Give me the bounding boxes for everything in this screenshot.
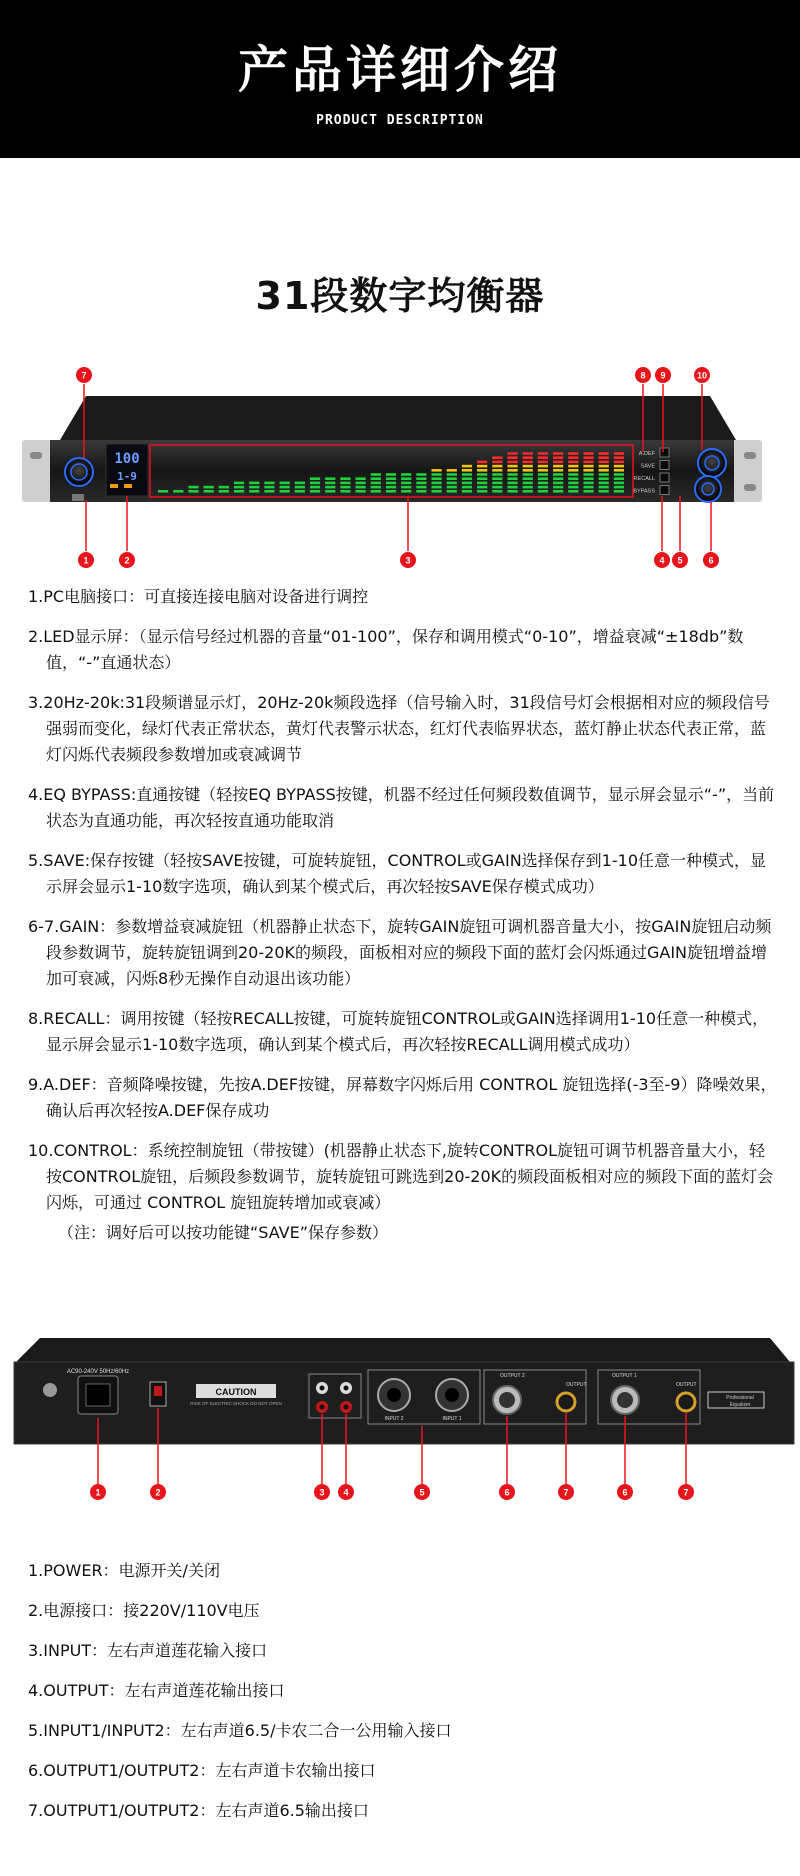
spectrum-segment — [371, 490, 381, 493]
spectrum-segment — [492, 482, 502, 485]
spectrum-segment — [583, 482, 593, 485]
spectrum-segment — [431, 482, 441, 485]
svg-text:INPUT 2: INPUT 2 — [384, 1416, 404, 1422]
panel-button — [660, 473, 669, 482]
spectrum-segment — [507, 473, 517, 476]
usb-port-icon — [72, 494, 84, 501]
spectrum-segment — [599, 482, 609, 485]
spectrum-segment — [614, 469, 624, 472]
spectrum-segment — [477, 469, 487, 472]
svg-text:INPUT 1: INPUT 1 — [442, 1416, 462, 1422]
spectrum-segment — [356, 486, 366, 489]
spectrum-segment — [507, 477, 517, 480]
spectrum-segment — [523, 461, 533, 464]
spectrum-segment — [340, 482, 350, 485]
gain-knob-right — [695, 476, 721, 502]
spectrum-segment — [583, 473, 593, 476]
feature-note: （注：调好后可以按功能键“SAVE”保存参数） — [58, 1223, 389, 1242]
spectrum-segment — [158, 490, 168, 493]
spectrum-segment — [538, 452, 548, 455]
rear-panel-image — [0, 1310, 800, 1530]
spectrum-segment — [599, 486, 609, 489]
spectrum-segment — [538, 486, 548, 489]
spectrum-segment — [538, 461, 548, 464]
spectrum-segment — [599, 456, 609, 459]
svg-text:Equalizer: Equalizer — [729, 1402, 751, 1408]
spectrum-segment — [280, 486, 290, 489]
callout-number: 3 — [319, 1487, 325, 1498]
spectrum-segment — [599, 477, 609, 480]
spectrum-segment — [462, 490, 472, 493]
callout-number: 5 — [677, 555, 683, 566]
feature-item: 9.A.DEF：音频降噪按键，先按A.DEF按键，屏幕数字闪烁后用 CONTROL 旋钮选择(-3至-9）降噪效果，确认后再次轻按A.DEF保存成功 — [28, 1075, 777, 1120]
spectrum-segment — [401, 477, 411, 480]
callout-number: 9 — [660, 370, 666, 381]
spectrum-segment — [249, 486, 259, 489]
spectrum-segment — [219, 486, 229, 489]
spectrum-segment — [568, 490, 578, 493]
display-value: 100 — [114, 451, 140, 467]
spectrum-segment — [416, 477, 426, 480]
spectrum-segment — [386, 482, 396, 485]
spectrum-segment — [401, 490, 411, 493]
spectrum-segment — [386, 473, 396, 476]
spectrum-segment — [325, 490, 335, 493]
spectrum-segment — [492, 486, 502, 489]
spectrum-segment — [583, 469, 593, 472]
callout-number: 1 — [95, 1487, 101, 1498]
callout-number: 7 — [81, 370, 87, 381]
spectrum-segment — [462, 477, 472, 480]
spectrum-segment — [553, 486, 563, 489]
spectrum-segment — [599, 465, 609, 468]
spectrum-segment — [477, 461, 487, 464]
jack-output-2 — [557, 1393, 575, 1411]
spectrum-segment — [538, 469, 548, 472]
spectrum-segment — [523, 456, 533, 459]
spectrum-segment — [462, 469, 472, 472]
spectrum-segment — [477, 465, 487, 468]
spectrum-segment — [507, 456, 517, 459]
spectrum-segment — [492, 469, 502, 472]
spectrum-segment — [568, 482, 578, 485]
page-title: 产品详细介绍 — [238, 41, 562, 99]
rear-port-item: 1.POWER：电源开关/关闭 — [28, 1561, 220, 1580]
spectrum-segment — [583, 477, 593, 480]
spectrum-segment — [492, 490, 502, 493]
spectrum-segment — [462, 486, 472, 489]
spectrum-segment — [447, 469, 457, 472]
spectrum-segment — [538, 473, 548, 476]
spectrum-segment — [249, 482, 259, 485]
spectrum-segment — [523, 469, 533, 472]
spectrum-segment — [583, 461, 593, 464]
spectrum-segment — [340, 477, 350, 480]
spectrum-segment — [507, 461, 517, 464]
feature-item: 5.SAVE:保存按键（轻按SAVE按键，可旋转旋钮，CONTROL或GAIN选择保存到1-10任意一种模式，显示屏会显示1-10数字选项，确认到某个模式后，再次轻按SAVE保存模式成功） — [28, 851, 766, 896]
spectrum-segment — [295, 482, 305, 485]
spectrum-segment — [264, 486, 274, 489]
spectrum-segment — [401, 486, 411, 489]
svg-text:Professional: Professional — [726, 1395, 754, 1401]
display-mode: 1-9 — [117, 470, 137, 483]
spectrum-segment — [356, 482, 366, 485]
spectrum-segment — [416, 482, 426, 485]
spectrum-segment — [325, 482, 335, 485]
callout-number: 4 — [343, 1487, 349, 1498]
spectrum-segment — [599, 469, 609, 472]
fuse-icon — [43, 1383, 57, 1397]
spectrum-segment — [507, 452, 517, 455]
rack-hole — [30, 452, 42, 459]
spectrum-segment — [583, 456, 593, 459]
spectrum-segment — [553, 465, 563, 468]
rear-port-item: 6.OUTPUT1/OUTPUT2：左右声道卡农输出接口 — [28, 1761, 376, 1780]
spectrum-segment — [568, 456, 578, 459]
spectrum-segment — [583, 486, 593, 489]
spectrum-segment — [340, 490, 350, 493]
spectrum-segment — [599, 473, 609, 476]
callout-number: 8 — [640, 370, 646, 381]
spectrum-segment — [538, 490, 548, 493]
spectrum-segment — [280, 482, 290, 485]
panel-button — [660, 486, 669, 495]
spectrum-segment — [477, 477, 487, 480]
feature-item: 3.20Hz-20k:31段频谱显示灯，20Hz-20k频段选择（信号输入时，31段信号灯会根据相对应的频段信号强弱而变化，绿灯代表正常状态，黄灯代表警示状态，红灯代表临界状态，蓝灯静止状态代表正常，蓝灯闪烁代表频段参数增加或衰减调节 — [28, 693, 770, 764]
spectrum-segment — [553, 482, 563, 485]
spectrum-segment — [492, 473, 502, 476]
spectrum-segment — [523, 452, 533, 455]
callout-number: 7 — [563, 1487, 569, 1498]
spectrum-segment — [431, 490, 441, 493]
button-label: A.DEF — [638, 451, 655, 457]
page-subtitle: PRODUCT DESCRIPTION — [316, 113, 484, 128]
spectrum-segment — [614, 465, 624, 468]
spectrum-segment — [264, 490, 274, 493]
spectrum-segment — [583, 490, 593, 493]
callout-number: 4 — [659, 555, 665, 566]
spectrum-segment — [614, 473, 624, 476]
spectrum-segment — [523, 486, 533, 489]
spectrum-segment — [523, 482, 533, 485]
spectrum-segment — [492, 461, 502, 464]
rear-port-item: 5.INPUT1/INPUT2：左右声道6.5/卡农二合一公用输入接口 — [28, 1721, 452, 1740]
callout-number: 7 — [683, 1487, 689, 1498]
feature-item: 10.CONTROL：系统控制旋钮（带按键）(机器静止状态下,旋转CONTROL旋钮可调节机器音量大小，轻按CONTROL旋钮，后频段参数调节，旋转旋钮可跳选到20-20K的频段面板相对应的频段下面的蓝灯会闪烁，可通过 CONTROL 旋钮旋转增加或衰减） — [28, 1141, 774, 1212]
spectrum-segment — [401, 482, 411, 485]
spectrum-segment — [568, 452, 578, 455]
rack-hole — [744, 484, 756, 491]
spectrum-segment — [295, 490, 305, 493]
control-knob — [698, 449, 726, 477]
spectrum-segment — [538, 456, 548, 459]
spectrum-segment — [356, 490, 366, 493]
spectrum-segment — [614, 461, 624, 464]
callout-number: 2 — [124, 555, 130, 566]
spectrum-segment — [234, 482, 244, 485]
spectrum-segment — [614, 477, 624, 480]
svg-text:OUTPUT: OUTPUT — [566, 1382, 587, 1388]
spectrum-segment — [614, 456, 624, 459]
spectrum-segment — [431, 477, 441, 480]
spectrum-segment — [568, 473, 578, 476]
spectrum-segment — [538, 477, 548, 480]
spectrum-segment — [325, 477, 335, 480]
front-panel-figure — [0, 360, 800, 575]
svg-text:OUTPUT 2: OUTPUT 2 — [500, 1373, 525, 1379]
spectrum-segment — [599, 461, 609, 464]
spectrum-segment — [386, 486, 396, 489]
spectrum-segment — [507, 486, 517, 489]
button-label: SAVE — [640, 463, 655, 470]
callout-number: 5 — [419, 1487, 425, 1498]
feature-item: 4.EQ BYPASS:直通按键（轻按EQ BYPASS按键，机器不经过任何频段数值调节，显示屏会显示“-”，当前状态为直通功能，再次轻按直通功能取消 — [28, 785, 775, 830]
spectrum-segment — [614, 490, 624, 493]
callout-number: 3 — [405, 555, 411, 566]
button-label: RECALL — [633, 476, 655, 482]
spectrum-segment — [204, 490, 214, 493]
spectrum-segment — [477, 482, 487, 485]
spectrum-segment — [553, 473, 563, 476]
spectrum-segment — [280, 490, 290, 493]
feature-item: 2.LED显示屏：（显示信号经过机器的音量“01-100”，保存和调用模式“0-10”，增益衰减“±18db”数值，“-”直通状态） — [28, 627, 744, 672]
gain-knob — [65, 458, 93, 486]
spectrum-segment — [553, 490, 563, 493]
spectrum-segment — [462, 482, 472, 485]
callout-number: 6 — [622, 1487, 628, 1498]
spectrum-segment — [371, 473, 381, 476]
spectrum-segment — [477, 486, 487, 489]
spectrum-segment — [340, 486, 350, 489]
spectrum-segment — [325, 486, 335, 489]
spectrum-segment — [538, 465, 548, 468]
caution-text: CAUTION — [215, 1387, 257, 1397]
spectrum-segment — [310, 482, 320, 485]
spectrum-segment — [507, 465, 517, 468]
spectrum-segment — [462, 465, 472, 468]
chassis-top — [60, 396, 736, 440]
spectrum-segment — [371, 486, 381, 489]
front-face — [50, 440, 734, 502]
spectrum-segment — [523, 477, 533, 480]
spectrum-segment — [568, 465, 578, 468]
spectrum-segment — [568, 461, 578, 464]
svg-text:OUTPUT 1: OUTPUT 1 — [612, 1373, 637, 1379]
spectrum-segment — [583, 452, 593, 455]
spectrum-segment — [614, 486, 624, 489]
spectrum-segment — [295, 486, 305, 489]
spectrum-segment — [492, 465, 502, 468]
spectrum-segment — [356, 477, 366, 480]
spectrum-segment — [249, 490, 259, 493]
feature-item: 8.RECALL：调用按键（轻按RECALL按键，可旋转旋钮CONTROL或GAIN选择调用1-10任意一种模式，显示屏会显示1-10数字选项，确认到某个模式后，再次轻按RECALL调用模式成功） — [28, 1009, 769, 1054]
spectrum-segment — [447, 486, 457, 489]
spectrum-segment — [447, 473, 457, 476]
rack-hole — [744, 452, 756, 459]
spectrum-segment — [614, 482, 624, 485]
spectrum-segment — [553, 477, 563, 480]
rear-port-item: 3.INPUT：左右声道莲花输入接口 — [28, 1641, 268, 1660]
spectrum-segment — [310, 486, 320, 489]
spectrum-segment — [431, 486, 441, 489]
spectrum-segment — [477, 473, 487, 476]
spectrum-segment — [188, 486, 198, 489]
spectrum-segment — [371, 477, 381, 480]
feature-list — [28, 584, 778, 1246]
spectrum-segment — [553, 469, 563, 472]
spectrum-segment — [204, 486, 214, 489]
caution-subtext: RISK OF ELECTRIC SHOCK DO NOT OPEN — [190, 1401, 282, 1406]
spectrum-segment — [599, 452, 609, 455]
spectrum-segment — [386, 477, 396, 480]
spectrum-segment — [477, 490, 487, 493]
header-banner — [0, 0, 800, 158]
callout-number: 1 — [83, 555, 89, 566]
spectrum-segment — [447, 477, 457, 480]
spectrum-segment — [431, 473, 441, 476]
spectrum-segment — [462, 473, 472, 476]
spectrum-segment — [188, 490, 198, 493]
spectrum-segment — [219, 490, 229, 493]
spectrum-segment — [507, 469, 517, 472]
rear-port-item: 7.OUTPUT1/OUTPUT2：左右声道6.5输出接口 — [28, 1801, 369, 1820]
spectrum-segment — [310, 490, 320, 493]
button-label: BYPASS — [633, 488, 655, 495]
callout-number: 2 — [155, 1487, 161, 1498]
callout-number: 6 — [504, 1487, 510, 1498]
callout-number: 6 — [708, 555, 714, 566]
spectrum-segment — [507, 490, 517, 493]
panel-button — [660, 461, 669, 470]
rear-panel-figure — [0, 1310, 800, 1530]
spectrum-segment — [386, 490, 396, 493]
feature-item: 1.PC电脑接口：可直接连接电脑对设备进行调控 — [28, 587, 369, 606]
spectrum-segment — [492, 456, 502, 459]
spectrum-segment — [568, 477, 578, 480]
front-panel-image — [0, 360, 800, 575]
rear-port-item: 2.电源接口：接220V/110V电压 — [28, 1601, 260, 1620]
spectrum-segment — [538, 482, 548, 485]
spectrum-segment — [568, 486, 578, 489]
svg-text:OUTPUT: OUTPUT — [676, 1382, 697, 1388]
spectrum-segment — [568, 469, 578, 472]
rear-port-list — [28, 1558, 778, 1838]
spectrum-segment — [523, 465, 533, 468]
spectrum-segment — [447, 490, 457, 493]
spectrum-segment — [447, 482, 457, 485]
spectrum-segment — [371, 482, 381, 485]
spectrum-segment — [599, 490, 609, 493]
spectrum-segment — [401, 473, 411, 476]
spectrum-segment — [583, 465, 593, 468]
spectrum-segment — [614, 452, 624, 455]
spectrum-segment — [416, 473, 426, 476]
spectrum-segment — [416, 486, 426, 489]
spectrum-segment — [416, 490, 426, 493]
spectrum-segment — [173, 490, 183, 493]
spectrum-segment — [431, 469, 441, 472]
spectrum-segment — [553, 452, 563, 455]
spectrum-segment — [523, 473, 533, 476]
feature-item: 6-7.GAIN：参数增益衰减旋钮（机器静止状态下，旋转GAIN旋钮可调机器音量大小，按GAIN旋钮启动频段参数调节，旋转旋钮调到20-20K的频段，面板相对应的频段下面的蓝灯会闪烁通过GAIN旋钮增益增加可衰减，闪烁8秒无操作自动退出该功能） — [28, 917, 772, 988]
spectrum-segment — [523, 490, 533, 493]
spectrum-segment — [492, 477, 502, 480]
jack-output-1 — [677, 1393, 695, 1411]
spectrum-segment — [507, 482, 517, 485]
spectrum-segment — [234, 486, 244, 489]
spectrum-segment — [234, 490, 244, 493]
spectrum-segment — [264, 482, 274, 485]
product-title: 31段数字均衡器 — [255, 274, 545, 318]
spectrum-segment — [553, 461, 563, 464]
rear-port-item: 4.OUTPUT：左右声道莲花输出接口 — [28, 1681, 285, 1700]
power-label: AC90-240V 50Hz/60Hz — [66, 1369, 130, 1375]
callout-number: 10 — [696, 370, 708, 381]
spectrum-segment — [553, 456, 563, 459]
spectrum-segment — [310, 477, 320, 480]
panel-button — [660, 448, 669, 457]
